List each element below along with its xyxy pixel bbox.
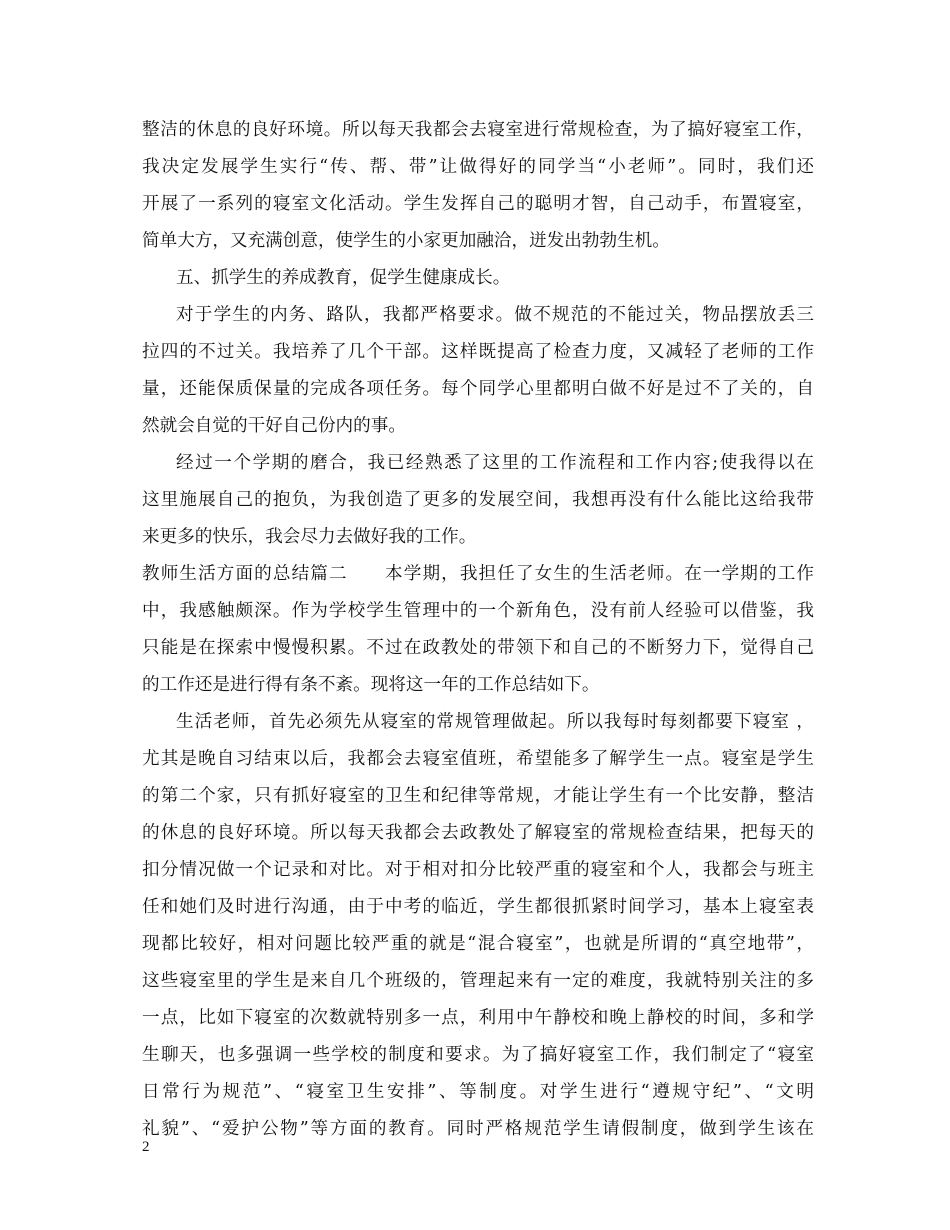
text-line: 礼貌”、“爱护公物”等方面的教育。同时严格规范学生请假制度，做到学生该在 <box>142 1119 814 1139</box>
text-line: 整洁的休息的良好环境。所以每天我都会去寝室进行常规检查，为了搞好寝室工作， <box>142 120 814 140</box>
text-line: 中，我感触颇深。作为学校学生管理中的一个新角色，没有前人经验可以借鉴，我 <box>142 601 814 621</box>
page-number: 2 <box>142 1139 150 1155</box>
text-line: 只能是在探索中慢慢积累。不过在政教处的带领下和自己的不断努力下，觉得自己 <box>142 638 814 658</box>
text-line: 这里施展自己的抱负，为我创造了更多的发展空间，我想再没有什么能比这给我带 <box>142 490 814 510</box>
text-line: 这些寝室里的学生是来自几个班级的，管理起来有一定的难度，我就特别关注的多 <box>142 971 814 991</box>
text-line: 的工作还是进行得有条不紊。现将这一年的工作总结如下。 <box>142 675 600 695</box>
text-line: 然就会自觉的干好自己份内的事。 <box>142 416 406 436</box>
text-line: 一点，比如下寝室的次数就特别多一点，利用中午静校和晚上静校的时间，多和学 <box>142 1008 814 1028</box>
text-line: 任和她们及时进行沟通，由于中考的临近，学生都很抓紧时间学习，基本上寝室表 <box>142 897 814 917</box>
text-line: 开展了一系列的寝室文化活动。学生发挥自己的聪明才智，自己动手，布置寝室， <box>142 194 814 214</box>
text-line: 拉四的不过关。我培养了几个干部。这样既提高了检查力度，又减轻了老师的工作 <box>142 342 814 362</box>
text-line: 来更多的快乐，我会尽力去做好我的工作。 <box>142 527 477 547</box>
text-line: 经过一个学期的磨合，我已经熟悉了这里的工作流程和工作内容;使我得以在 <box>176 453 814 473</box>
section-heading: 五、抓学生的养成教育，促学生健康成长。 <box>176 268 511 288</box>
text-line: 量，还能保质保量的完成各项任务。每个同学心里都明白做不好是过不了关的，自 <box>142 379 814 399</box>
text-line: 的休息的良好环境。所以每天我都会去政教处了解寝室的常规检查结果，把每天的 <box>142 823 814 843</box>
text-line: 扣分情况做一个记录和对比。对于相对扣分比较严重的寝室和个人，我都会与班主 <box>142 860 814 880</box>
text-line: 现都比较好，相对问题比较严重的就是“混合寝室”，也就是所谓的“真空地带”， <box>142 934 814 954</box>
text-line: 日常行为规范”、“寝室卫生安排”、等制度。对学生进行“遵规守纪”、“文明 <box>142 1082 814 1102</box>
text-line: 我决定发展学生实行“传、帮、带”让做得好的同学当“小老师”。同时，我们还 <box>142 157 814 177</box>
text-line: 教师生活方面的总结篇二 本学期，我担任了女生的生活老师。在一学期的工作 <box>142 564 814 584</box>
text-line: 生活老师，首先必须先从寝室的常规管理做起。所以我每时每刻都要下寝室 ， <box>176 712 814 732</box>
text-line: 的第二个家，只有抓好寝室的卫生和纪律等常规，才能让学生有一个比安静，整洁 <box>142 786 814 806</box>
text-line: 生聊天，也多强调一些学校的制度和要求。为了搞好寝室工作，我们制定了“寝室 <box>142 1045 814 1065</box>
text-line: 对于学生的内务、路队，我都严格要求。做不规范的不能过关，物品摆放丢三 <box>176 305 814 325</box>
text-line: 简单大方，又充满创意，使学生的小家更加融洽，迸发出勃勃生机。 <box>142 231 670 251</box>
text-line: 尤其是晚自习结束以后，我都会去寝室值班，希望能多了解学生一点。寝室是学生 <box>142 749 814 769</box>
